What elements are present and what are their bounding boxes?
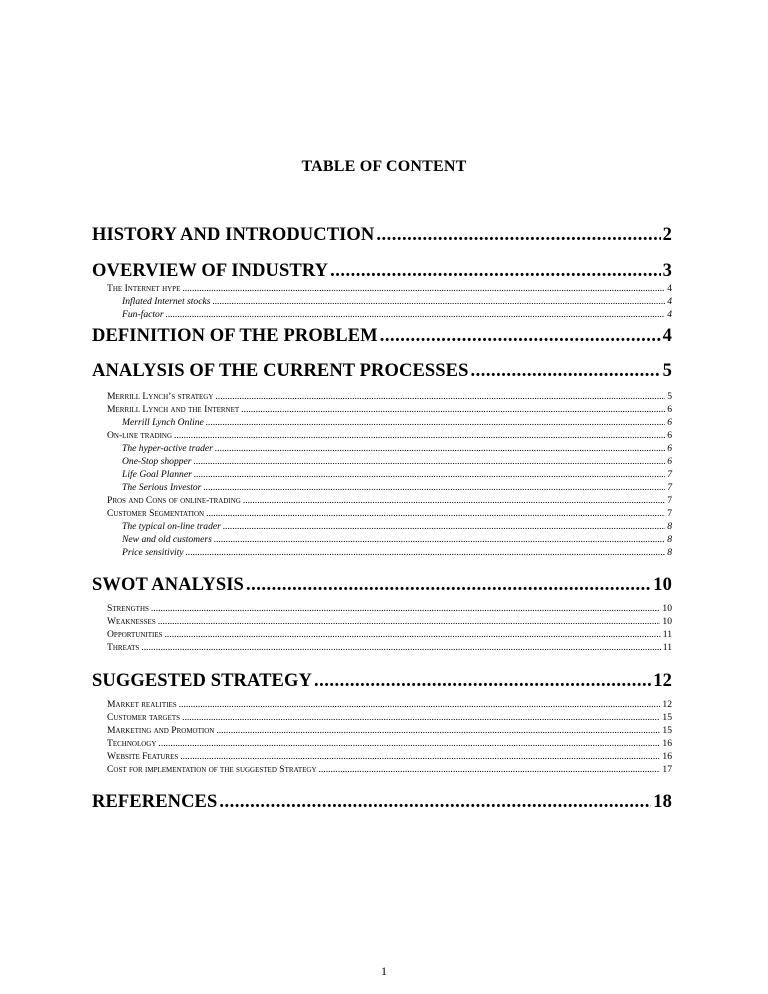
toc-entry-label: Inflated Internet stocks — [122, 296, 211, 307]
toc-entry-label: REFERENCES — [92, 792, 218, 812]
toc-entry-page: 12 — [662, 699, 672, 710]
toc-entry-page: 4 — [667, 296, 672, 307]
toc-entry[interactable] — [107, 495, 672, 506]
toc-entry-page: 16 — [662, 751, 672, 762]
toc-entry-label: Pros and Cons of online-trading — [107, 495, 241, 506]
toc-entry-label: SWOT ANALYSIS — [92, 575, 244, 595]
toc-entry[interactable] — [107, 764, 672, 775]
toc-entry-page: 6 — [667, 430, 672, 441]
toc-entry-page: 11 — [662, 629, 672, 640]
toc-entry[interactable] — [122, 482, 672, 493]
toc-entry[interactable] — [122, 456, 672, 467]
toc-entry-label: HISTORY AND INTRODUCTION — [92, 225, 375, 245]
toc-entry-page: 5 — [662, 361, 672, 381]
toc-entry[interactable] — [122, 521, 672, 532]
toc-entry[interactable] — [107, 391, 672, 402]
toc-entry-label: OVERVIEW OF INDUSTRY — [92, 261, 329, 281]
toc-entry-label: The hyper-active trader — [122, 443, 213, 454]
toc-entry-label: Technology — [107, 738, 157, 749]
toc-entry-label: Customer Segmentation — [107, 508, 205, 519]
toc-entry[interactable] — [107, 508, 672, 519]
toc-entry[interactable] — [122, 309, 672, 320]
toc-entry-page: 18 — [653, 792, 672, 812]
toc-entry-label: Website Features — [107, 751, 179, 762]
toc-entry[interactable] — [107, 404, 672, 415]
toc-entry[interactable] — [107, 725, 672, 736]
toc-entry-label: Marketing and Promotion — [107, 725, 215, 736]
toc-entry-label: Merrill Lynch and the Internet — [107, 404, 240, 415]
toc-entry-page: 15 — [662, 712, 672, 723]
page-title: TABLE OF CONTENT — [301, 158, 467, 175]
toc-entry-page: 10 — [653, 575, 672, 595]
toc-entry-label: Market realities — [107, 699, 177, 710]
toc-entry-label: On-line trading — [107, 430, 173, 441]
toc-entry-page: 6 — [667, 404, 672, 415]
toc-entry-page: 4 — [667, 309, 672, 320]
toc-entry[interactable] — [107, 283, 672, 294]
toc-entry[interactable] — [107, 603, 672, 614]
toc-entry[interactable] — [122, 547, 672, 558]
toc-entry[interactable] — [92, 671, 672, 692]
toc-entry-page: 17 — [662, 764, 672, 775]
toc-entry-page: 3 — [662, 261, 672, 281]
toc-entry-page: 6 — [667, 456, 672, 467]
toc-entry[interactable] — [92, 261, 672, 282]
toc-entry-label: Weaknesses — [107, 616, 156, 627]
toc-entry-label: Cost for implementation of the suggested Strategy — [107, 764, 317, 775]
toc-entry-page: 15 — [662, 725, 672, 736]
toc-entry-label: ANALYSIS OF THE CURRENT PROCESSES — [92, 361, 469, 381]
toc-entry-page: 4 — [662, 326, 672, 346]
toc-entry-page: 4 — [667, 283, 672, 294]
toc-entry-label: Threats — [107, 642, 140, 653]
toc-entry[interactable] — [92, 575, 672, 596]
toc-entry[interactable] — [107, 642, 672, 653]
toc-entry-page: 7 — [667, 508, 672, 519]
toc-entry[interactable] — [122, 534, 672, 545]
toc-entry-label: Price sensitivity — [122, 547, 184, 558]
toc-entry-page: 6 — [667, 443, 672, 454]
toc-entry[interactable] — [92, 361, 672, 382]
toc-entry-page: 16 — [662, 738, 672, 749]
toc-entry[interactable] — [107, 699, 672, 710]
toc-entry-page: 8 — [667, 547, 672, 558]
toc-entry-label: Life Goal Planner — [122, 469, 192, 480]
toc-entry-label: SUGGESTED STRATEGY — [92, 671, 312, 691]
toc-entry-label: Fun-factor — [122, 309, 164, 320]
toc-entry-page: 2 — [662, 225, 672, 245]
toc-entry-label: New and old customers — [122, 534, 212, 545]
toc-entry-label: The typical on-line trader — [122, 521, 221, 532]
page-number: 1 — [381, 964, 387, 978]
toc-entry-page: 8 — [667, 521, 672, 532]
toc-entry-page: 8 — [667, 534, 672, 545]
toc-entry[interactable] — [107, 751, 672, 762]
toc-entry-label: Strengths — [107, 603, 149, 614]
toc-entry-label: Merrill Lynch’s strategy — [107, 391, 214, 402]
toc-entry[interactable] — [92, 792, 672, 813]
toc-entry-page: 7 — [667, 495, 672, 506]
toc-entry-label: The Internet hype — [107, 283, 181, 294]
toc-entry-label: Opportunities — [107, 629, 163, 640]
toc-entry-page: 11 — [662, 642, 672, 653]
toc-entry[interactable] — [122, 443, 672, 454]
toc-entry[interactable] — [122, 417, 672, 428]
toc-entry-label: Merrill Lynch Online — [122, 417, 204, 428]
toc-entry[interactable] — [92, 326, 672, 347]
toc-entry[interactable] — [122, 296, 672, 307]
toc-entry-page: 12 — [653, 671, 672, 691]
toc-entry-page: 7 — [667, 469, 672, 480]
toc-entry-page: 6 — [667, 417, 672, 428]
toc-entry-page: 10 — [662, 616, 672, 627]
toc-entry-page: 10 — [662, 603, 672, 614]
toc-entry-label: DEFINITION OF THE PROBLEM — [92, 326, 378, 346]
toc-entry-page: 5 — [667, 391, 672, 402]
toc-entry[interactable] — [92, 225, 672, 246]
toc-entry[interactable] — [107, 738, 672, 749]
toc-entry-page: 7 — [667, 482, 672, 493]
toc-entry[interactable] — [107, 430, 672, 441]
toc-entry-label: One-Stop shopper — [122, 456, 192, 467]
toc-entry-label: The Serious Investor — [122, 482, 202, 493]
toc-entry[interactable] — [107, 616, 672, 627]
toc-entry[interactable] — [107, 629, 672, 640]
toc-entry[interactable] — [107, 712, 672, 723]
toc-entry[interactable] — [122, 469, 672, 480]
toc-entry-label: Customer targets — [107, 712, 181, 723]
